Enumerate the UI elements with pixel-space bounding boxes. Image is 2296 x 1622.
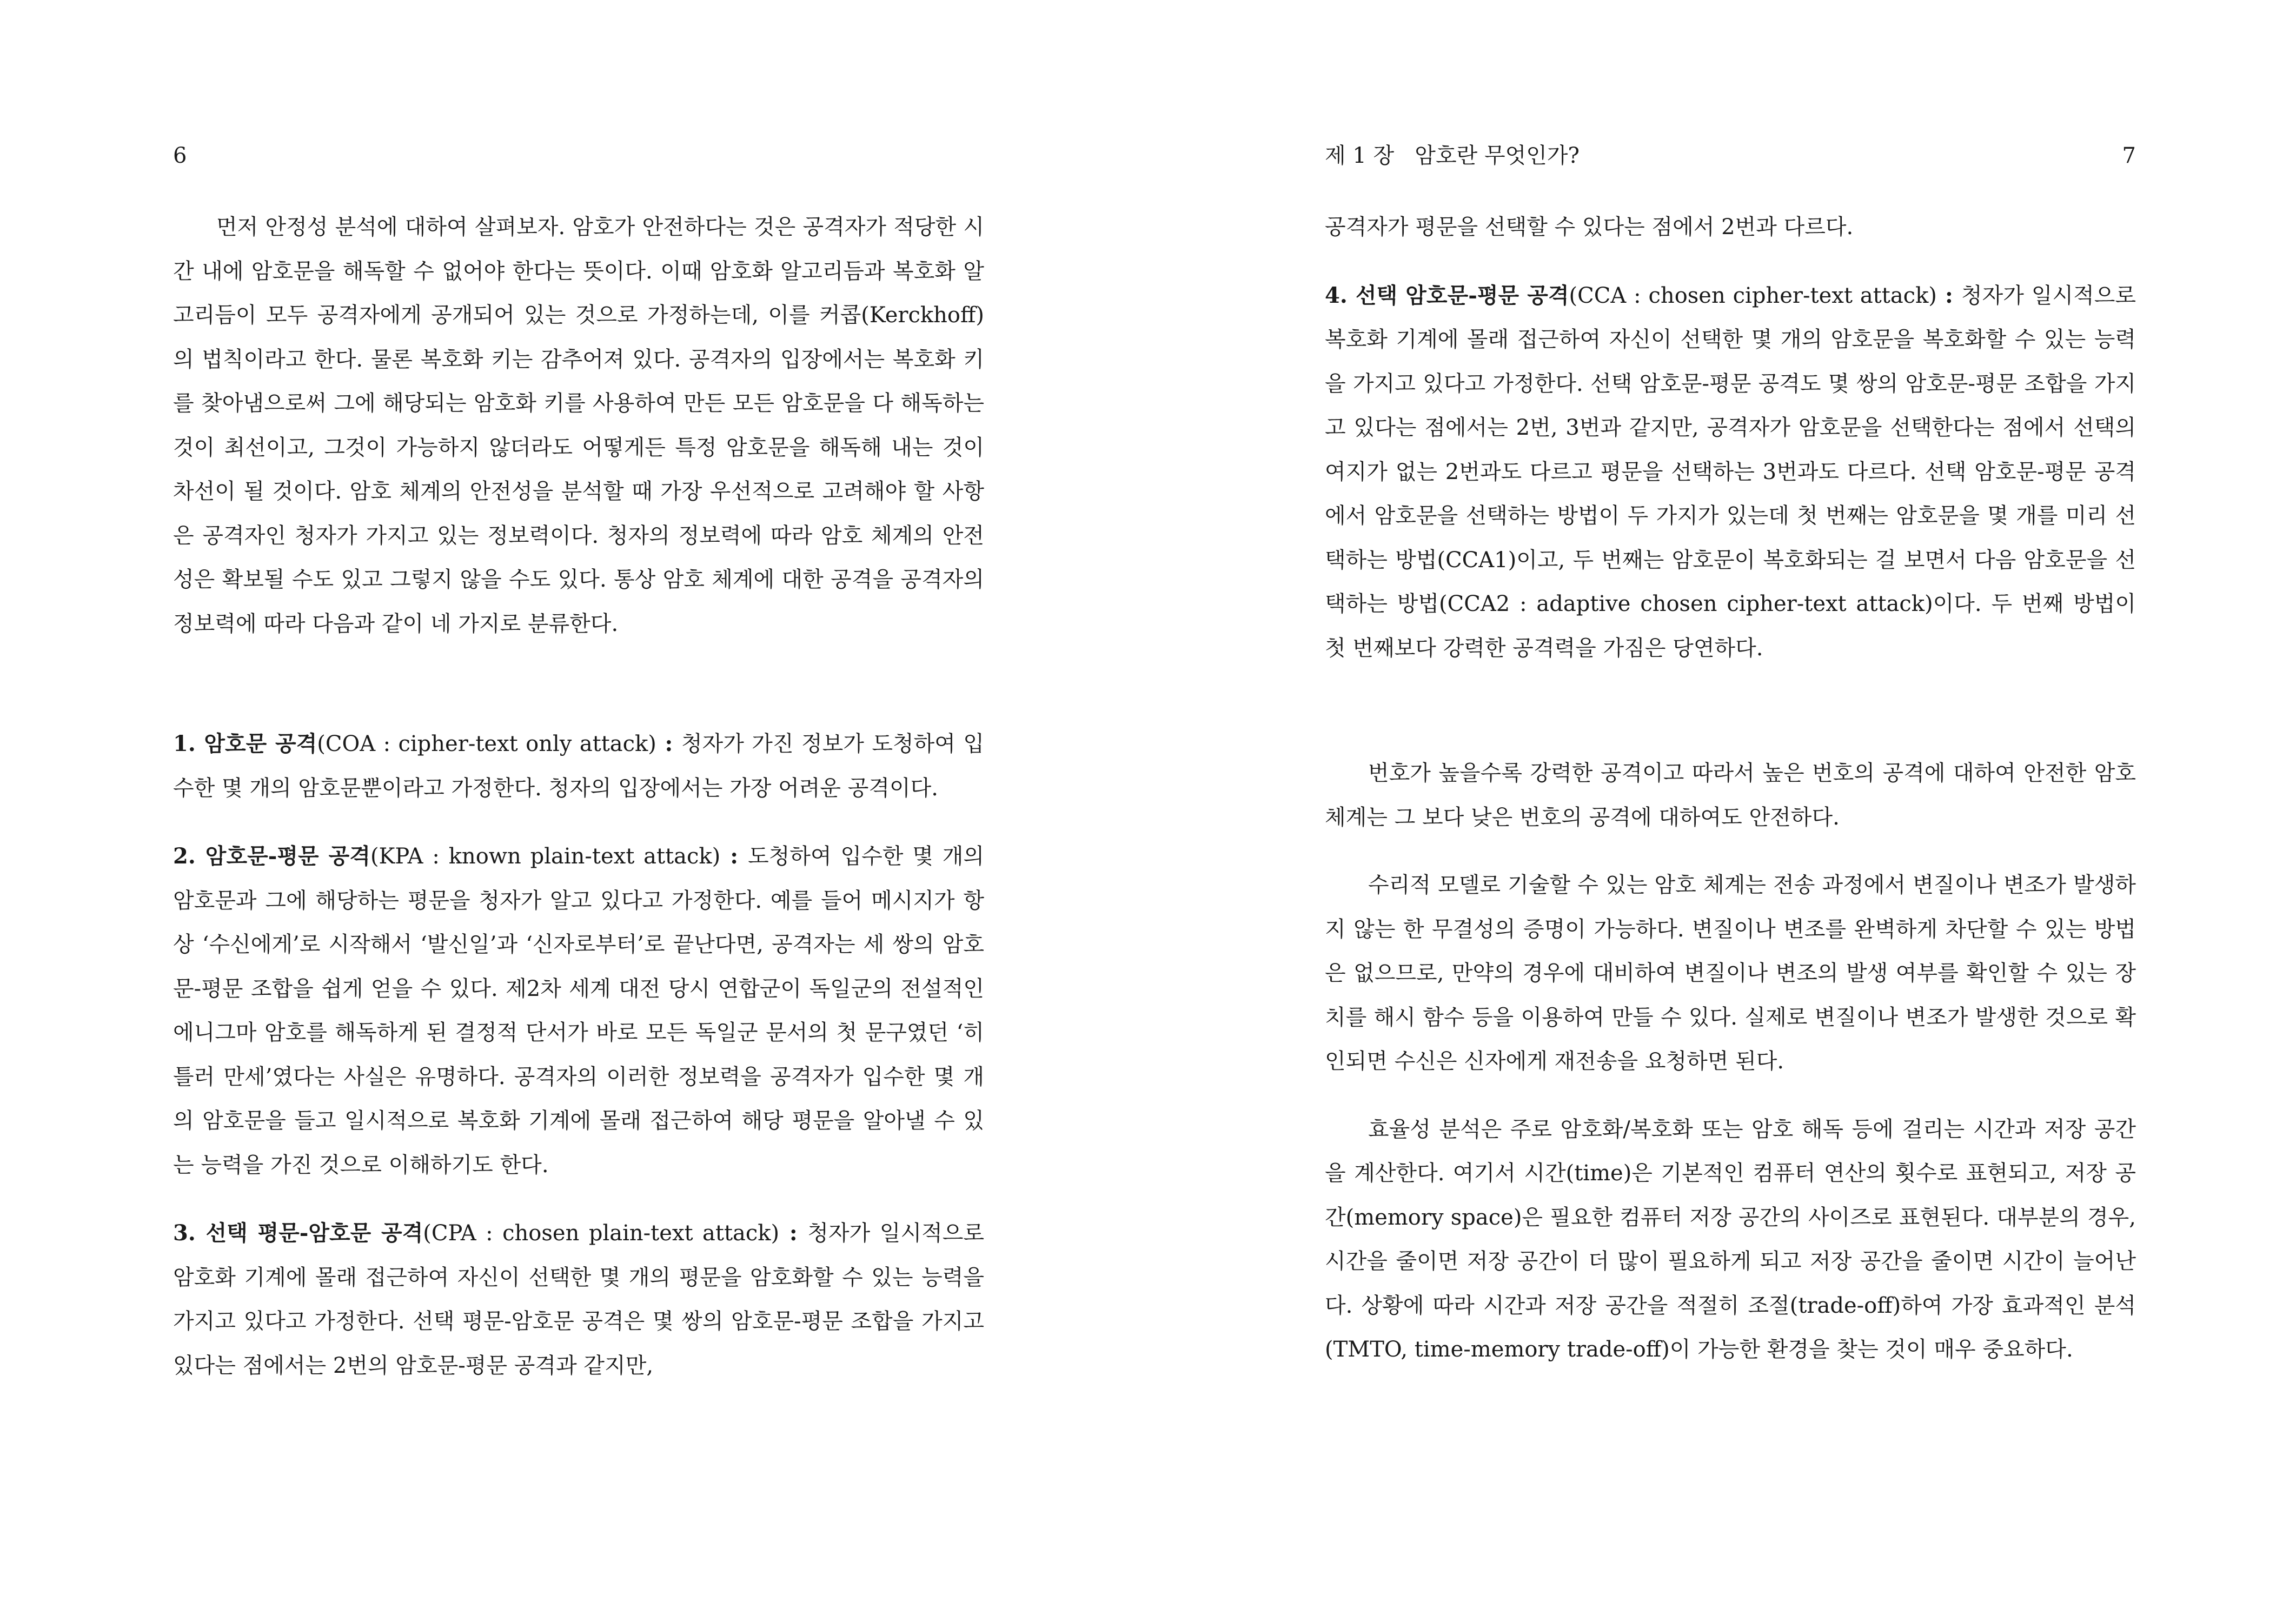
attack-term-1: 1. 암호문 공격 [173,731,317,756]
right-running-head [1325,139,2136,172]
page-number-right: 7 [2122,143,2136,168]
integrity-paragraph: 수리적 모델로 기술할 수 있는 암호 체계는 전송 과정에서 변질이나 변조가 발생하지 않는 한 무결성의 증명이 가능하다. 변질이나 변조를 완벽하게 차단할 수 있는 방법은 없으므로, 만약의 경우에 대비하여 변질이나 변조의 발생 여부를 확인할 수 있는 장치를 해시 함수 등을 이용하여 만들 수 있다. 실제로 변질이나 변조가 발생한 것으로 확인되면 수신은 신자에게 재전송을 요청하면 된다. [1325,873,2136,1074]
attack-term-3: 3. 선택 평문-암호문 공격 [173,1220,423,1246]
chapter-title: 제 1 장 암호란 무엇인가? [1325,143,1580,168]
attack-item-1 [173,722,984,810]
attack-abbr-2: (KPA : known plain-text attack) [370,844,721,869]
attack-sep-3: : [779,1220,808,1246]
intro-paragraph: 먼저 안정성 분석에 대하여 살펴보자. 암호가 안전하다는 것은 공격자가 적당한 시간 내에 암호문을 해독할 수 없어야 한다는 뜻이다. 이때 암호화 알고리듬과 복호화 알고리듬이 모두 공격자에게 공개되어 있는 것으로 가정하는데, 이를 커콥(Kerckhoff)의 법칙이라고 한다. 물론 복호화 키는 감추어져 있다. 공격자의 입장에서는 복호화 키를 찾아냄으로써 그에 해당되는 암호화 키를 사용하여 만든 모든 암호문을 다 해독하는 것이 최선이고, 그것이 가능하지 않더라도 어떻게든 특정 암호문을 해독해 내는 것이 차선이 될 것이다. 암호 체계의 안전성을 분석할 때 가장 우선적으로 고려해야 할 사항은 공격자인 청자가 가지고 있는 정보력이다. 청자의 정보력에 따라 암호 체계의 안전성은 확보될 수도 있고 그렇지 않을 수도 있다. 통상 암호 체계에 대한 공격을 공격자의 정보력에 따라 다음과 같이 네 가지로 분류한다. [173,215,984,636]
attack-term-2: 2. 암호문-평문 공격 [173,843,370,869]
attack-sep-1: : [656,731,681,756]
attack-item-4 [1325,274,2136,671]
strength-paragraph: 번호가 높을수록 강력한 공격이고 따라서 높은 번호의 공격에 대하여 안전한 암호 체계는 그 보다 낮은 번호의 공격에 대하여도 안전하다. [1325,761,2136,830]
left-page [173,0,984,1622]
left-text-block [173,205,984,1388]
attack-text-3: 청자가 일시적으로 암호화 기계에 몰래 접근하여 자신이 선택한 몇 개의 평문을 암호화할 수 있는 능력을 가지고 있다고 가정한다. 선택 평문-암호문 공격은 몇 쌍의 암호문-평문 조합을 가지고 있다는 점에서는 2번의 암호문-평문 공격과 같지만, [173,1221,985,1378]
continuation-paragraph: 공격자가 평문을 선택할 수 있다는 점에서 2번과 다르다. [1325,215,1854,240]
efficiency-paragraph: 효율성 분석은 주로 암호화/복호화 또는 암호 해독 등에 걸리는 시간과 저장 공간을 계산한다. 여기서 시간(time)은 기본적인 컴퓨터 연산의 횟수로 표현되고, 저장 공간(memory space)은 필요한 컴퓨터 저장 공간의 사이즈로 표현된다. 대부분의 경우, 시간을 줄이면 저장 공간이 더 많이 필요하게 되고 저장 공간을 줄이면 시간이 늘어난다. 상황에 따라 시간과 저장 공간을 적절히 조절(trade-off)하여 가장 효과적인 분석(TMTO, time-memory trade-off)이 가능한 환경을 찾는 것이 매우 중요하다. [1325,1116,2136,1362]
attack-abbr-3: (CPA : chosen plain-text attack) [423,1221,780,1246]
right-page [1325,0,2136,1622]
attack-text-1: 청자가 가진 정보가 도청하여 입수한 몇 개의 암호문뿐이라고 가정한다. 청자의 입장에서는 가장 어려운 공격이다. [173,732,984,801]
attack-sep-4: : [1936,282,1961,308]
attack-term-4: 4. 선택 암호문-평문 공격 [1325,282,1569,308]
attack-item-2 [173,834,984,1187]
attack-abbr-1: (COA : cipher-text only attack) [317,732,656,756]
attack-text-2: 도청하여 입수한 몇 개의 암호문과 그에 해당하는 평문을 청자가 알고 있다고 가정한다. 예를 들어 메시지가 항상 ‘수신에게’로 시작해서 ‘발신일’과 ‘신자로부터’로 끝난다면, 공격자는 세 쌍의 암호문-평문 조합을 쉽게 얻을 수 있다. 제2차 세계 대전 당시 연합군이 독일군의 전설적인 에니그마 암호를 해독하게 된 결정적 단서가 바로 모든 독일군 문서의 첫 문구였던 ‘히틀러 만세’였다는 사실은 유명하다. 공격자의 이러한 정보력을 공격자가 입수한 몇 개의 암호문을 들고 일시적으로 복호화 기계에 몰래 접근하여 해당 평문을 알아낼 수 있는 능력을 가진 것으로 이해하기도 한다. [173,844,984,1178]
attack-item-3 [173,1211,984,1388]
attack-sep-2: : [720,843,748,869]
left-running-head [173,139,984,172]
page-number-left: 6 [173,143,187,168]
attack-text-4: 청자가 일시적으로 복호화 기계에 몰래 접근하여 자신이 선택한 몇 개의 암호문을 복호화할 수 있는 능력을 가지고 있다고 가정한다. 선택 암호문-평문 공격도 몇 쌍의 암호문-평문 조합을 가지고 있다는 점에서는 2번, 3번과 같지만, 공격자가 암호문을 선택한다는 점에서 선택의 여지가 없는 2번과도 다르고 평문을 선택하는 3번과도 다르다. 선택 암호문-평문 공격에서 암호문을 선택하는 방법이 두 가지가 있는데 첫 번째는 암호문을 몇 개를 미리 선택하는 방법(CCA1)이고, 두 번째는 암호문이 복호화되는 걸 보면서 다음 암호문을 선택하는 방법(CCA2 : adaptive chosen cipher-text attack)이다. 두 번째 방법이 첫 번째보다 강력한 공격력을 가짐은 당연하다. [1325,283,2136,661]
attack-abbr-4: (CCA : chosen cipher-text attack) [1569,283,1937,308]
right-text-block [1325,205,2136,1372]
